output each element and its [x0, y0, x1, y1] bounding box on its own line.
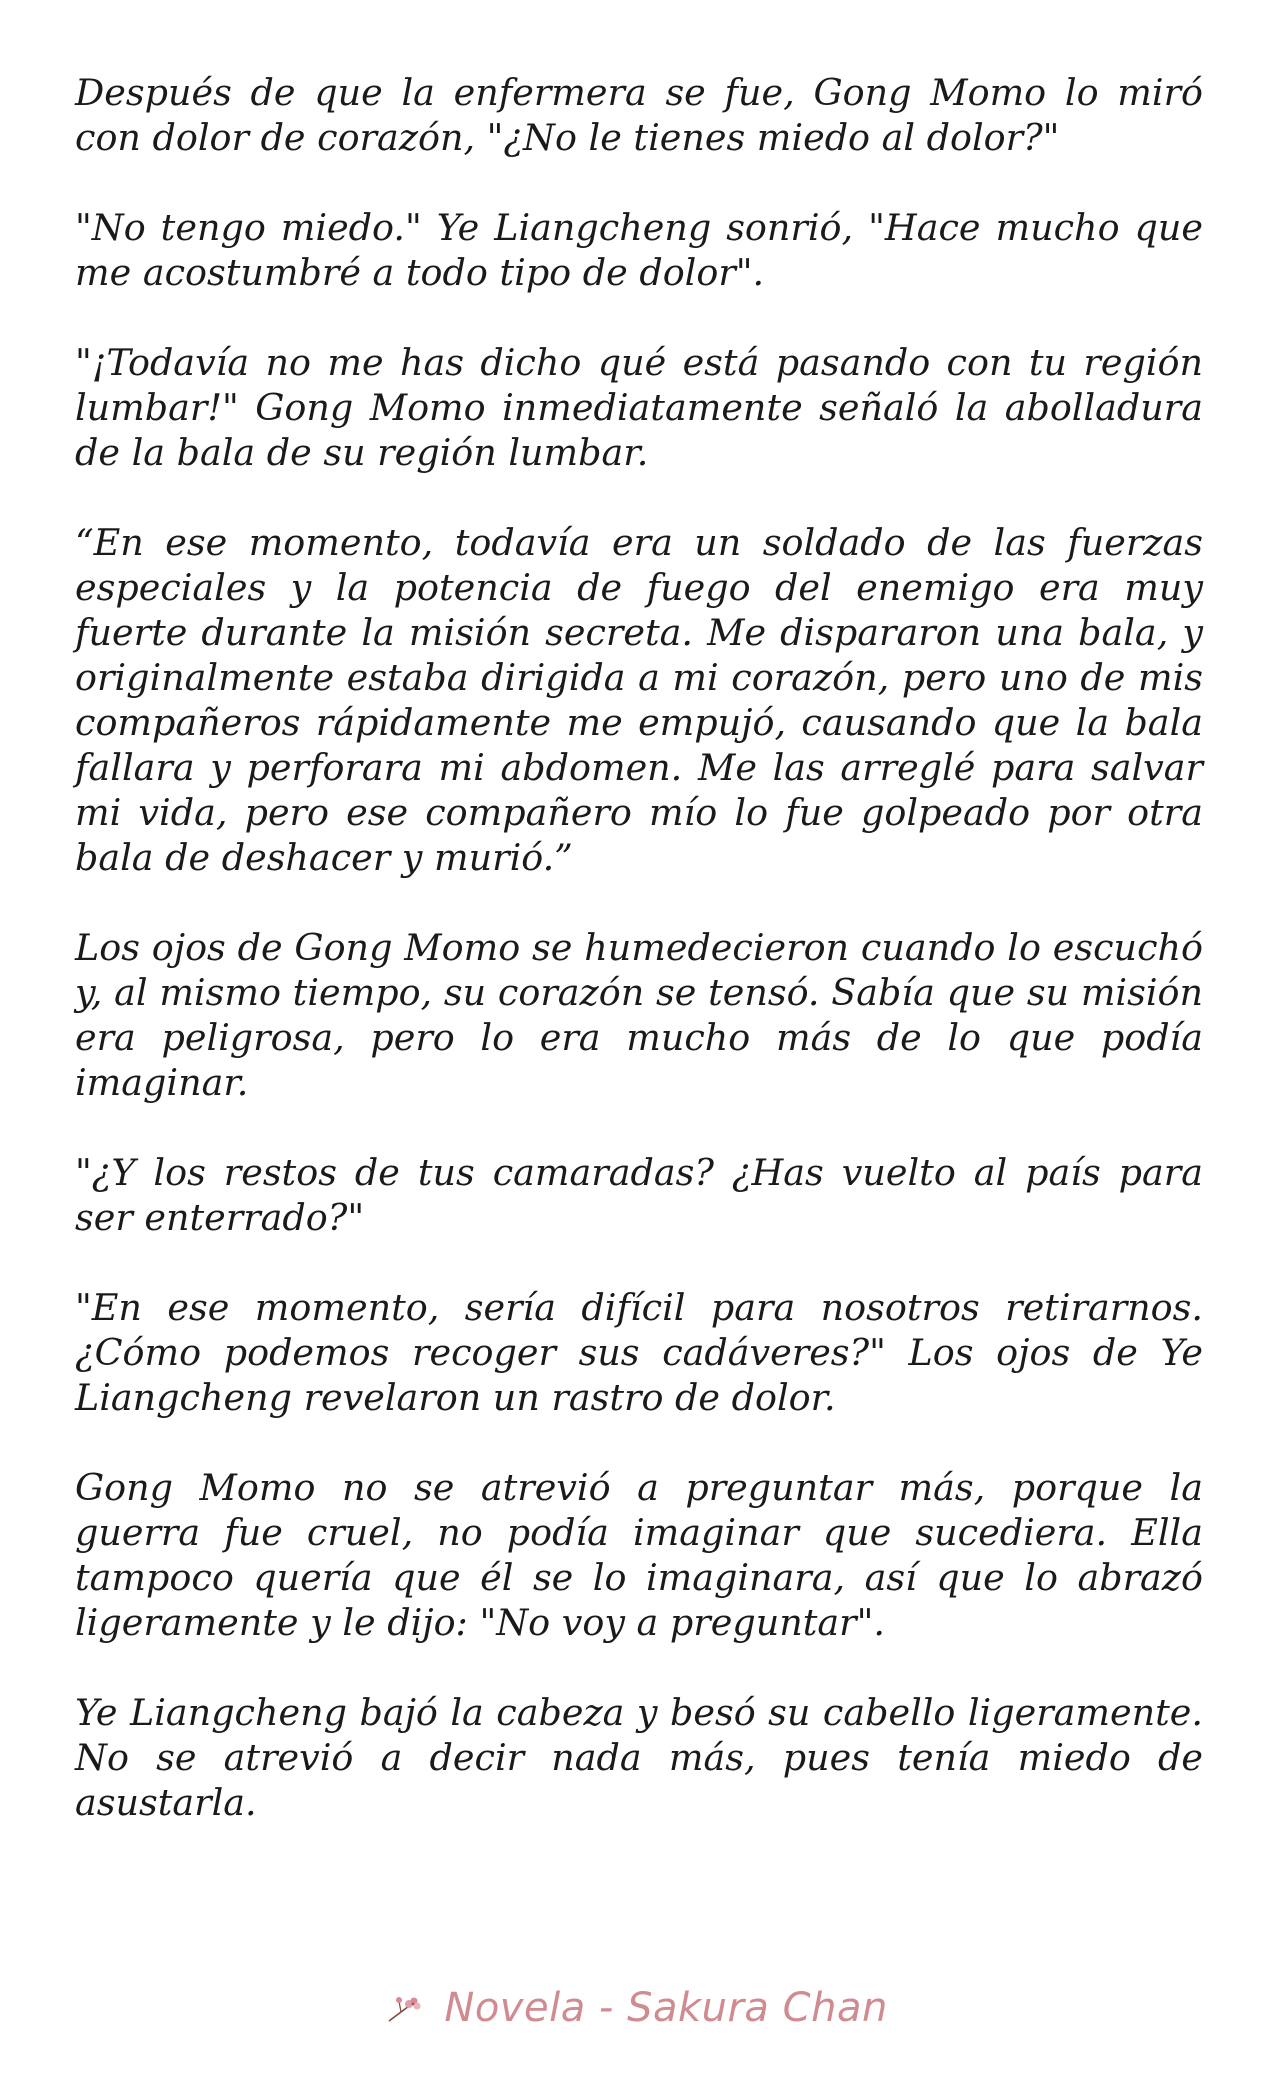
paragraph-1: Después de que la enfermera se fue, Gong Momo lo miró con dolor de corazón, "¿No le tienes miedo al dolor?" — [75, 71, 1203, 159]
paragraph-8: Gong Momo no se atrevió a preguntar más, porque la guerra fue cruel, no podía imaginar que sucediera. Ella tampoco quería que él se lo imaginara, así que lo abrazó ligeramente y le dijo: "No voy a preguntar". — [75, 1466, 1203, 1644]
paragraph-5: Los ojos de Gong Momo se humedecieron cuando lo escuchó y, al mismo tiempo, su corazón se tensó. Sabía que su misión era peligrosa, pero lo era mucho más de lo que podía imaginar. — [75, 926, 1203, 1104]
paragraph-2: "No tengo miedo." Ye Liangcheng sonrió, "Hace mucho que me acostumbré a todo tipo de dolor". — [75, 206, 1203, 294]
paragraph-4: “En ese momento, todavía era un soldado de las fuerzas especiales y la potencia de fuego del enemigo era muy fuerte durante la misión secreta. Me dispararon una bala, y originalmente estaba dirigida a mi corazón, pero uno de mis compañeros rápidamente me empujó, causando que la bala fallara y perforara mi abdomen. Me las arreglé para salvar mi vida, pero ese compañero mío lo fue golpeado por otra bala de deshacer y murió.” — [75, 521, 1203, 879]
watermark-text: Novela - Sakura Chan — [444, 1985, 888, 2031]
cherry-blossom-icon — [387, 1987, 427, 2017]
paragraph-6: "¿Y los restos de tus camaradas? ¿Has vuelto al país para ser enterrado?" — [75, 1151, 1203, 1239]
chapter-text — [75, 70, 1203, 1870]
paragraph-7: "En ese momento, sería difícil para nosotros retirarnos. ¿Cómo podemos recoger sus cadáveres?" Los ojos de Ye Liangcheng revelaron un rastro de dolor. — [75, 1286, 1203, 1419]
paragraph-9: Ye Liangcheng bajó la cabeza y besó su cabello ligeramente. No se atrevió a decir nada más, pues tenía miedo de asustarla. — [75, 1691, 1203, 1824]
paragraph-3: "¡Todavía no me has dicho qué está pasando con tu región lumbar!" Gong Momo inmediatamente señaló la abolladura de la bala de su región lumbar. — [75, 341, 1203, 474]
watermark — [0, 1985, 1275, 2031]
